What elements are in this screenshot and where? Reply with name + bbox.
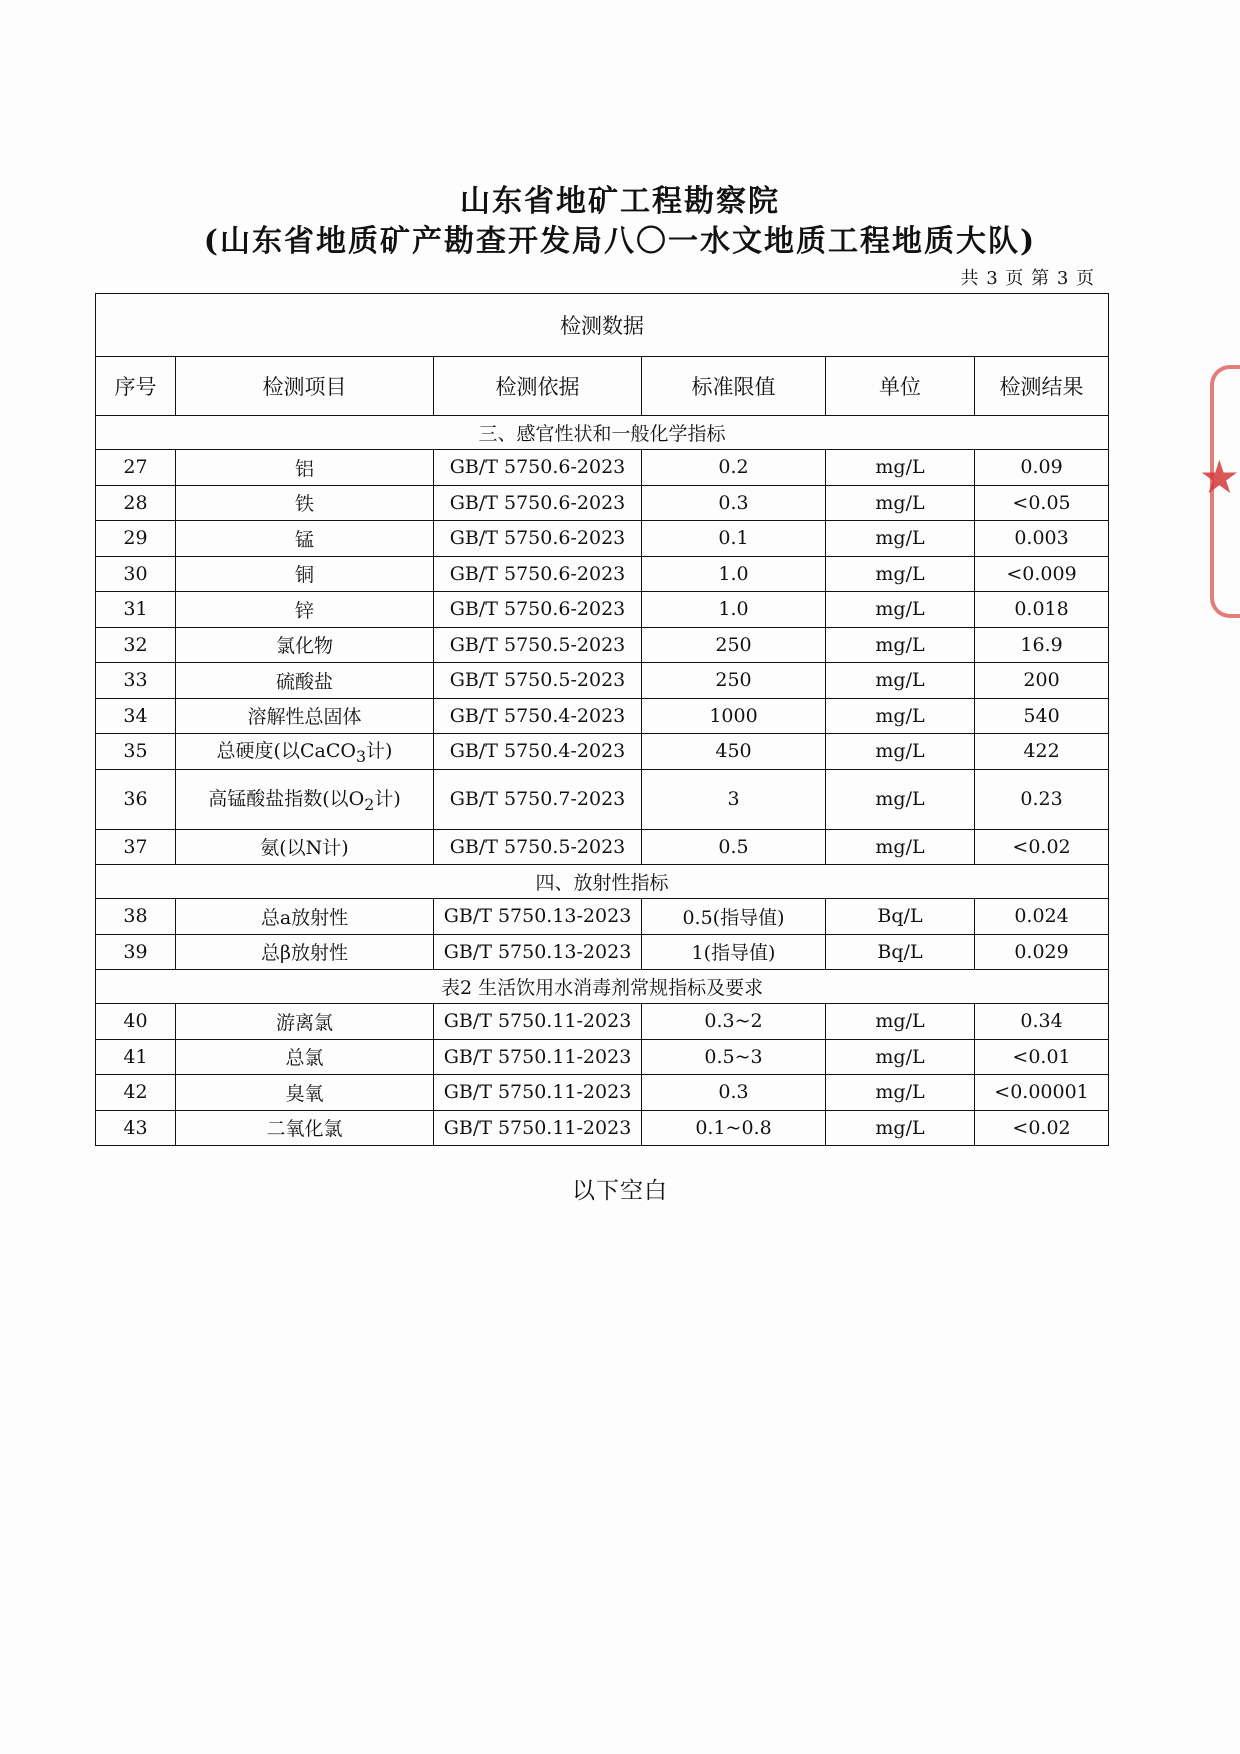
table-row <box>96 769 1109 829</box>
column-header-result: 检测结果 <box>975 357 1109 416</box>
cell-basis: GB/T 5750.11-2023 <box>434 1075 642 1111</box>
cell-no: 32 <box>96 627 176 663</box>
cell-item: 锰 <box>176 521 434 557</box>
cell-basis: GB/T 5750.11-2023 <box>434 1004 642 1040</box>
cell-item: 锌 <box>176 592 434 628</box>
item-text: 总硬度(以CaCO <box>216 740 356 763</box>
cell-basis: GB/T 5750.13-2023 <box>434 934 642 970</box>
cell-unit: mg/L <box>826 769 975 829</box>
table-row <box>96 592 1109 628</box>
cell-result: 422 <box>975 734 1109 770</box>
cell-limit: 0.3~2 <box>642 1004 826 1040</box>
cell-item: 总氯 <box>176 1039 434 1075</box>
cell-result: <0.01 <box>975 1039 1109 1075</box>
cell-limit: 0.3 <box>642 485 826 521</box>
cell-basis: GB/T 5750.5-2023 <box>434 829 642 865</box>
cell-item: 臭氧 <box>176 1075 434 1111</box>
cell-limit: 0.5~3 <box>642 1039 826 1075</box>
cell-limit: 1(指导值) <box>642 934 826 970</box>
cell-basis: GB/T 5750.5-2023 <box>434 627 642 663</box>
cell-result: 0.34 <box>975 1004 1109 1040</box>
cell-no: 36 <box>96 769 176 829</box>
section-header-row <box>96 416 1109 450</box>
cell-no: 30 <box>96 556 176 592</box>
table-row <box>96 899 1109 935</box>
cell-unit: mg/L <box>826 663 975 699</box>
column-header-basis: 检测依据 <box>434 357 642 416</box>
section-title: 四、放射性指标 <box>96 865 1109 899</box>
table-row <box>96 556 1109 592</box>
cell-item: 氨(以N计) <box>176 829 434 865</box>
cell-basis: GB/T 5750.6-2023 <box>434 450 642 486</box>
cell-limit: 0.1 <box>642 521 826 557</box>
item-subscript: 3 <box>355 747 367 767</box>
cell-no: 35 <box>96 734 176 770</box>
cell-no: 41 <box>96 1039 176 1075</box>
table-row <box>96 829 1109 865</box>
cell-item: 氯化物 <box>176 627 434 663</box>
item-text: 高锰酸盐指数(以O <box>208 788 365 811</box>
cell-unit: mg/L <box>826 1039 975 1075</box>
cell-unit: mg/L <box>826 734 975 770</box>
cell-result: 200 <box>975 663 1109 699</box>
cell-limit: 0.5 <box>642 829 826 865</box>
document-subtitle: (山东省地质矿产勘查开发局八〇一水文地质工程地质大队) <box>203 224 1037 259</box>
cell-unit: mg/L <box>826 1075 975 1111</box>
cell-basis: GB/T 5750.6-2023 <box>434 521 642 557</box>
cell-item: 总a放射性 <box>176 899 434 935</box>
table-row <box>96 1004 1109 1040</box>
cell-result: 0.024 <box>975 899 1109 935</box>
cell-result: 0.09 <box>975 450 1109 486</box>
cell-no: 42 <box>96 1075 176 1111</box>
cell-item: 溶解性总固体 <box>176 698 434 734</box>
cell-item <box>176 769 434 829</box>
cell-item: 总β放射性 <box>176 934 434 970</box>
cell-no: 40 <box>96 1004 176 1040</box>
cell-limit: 3 <box>642 769 826 829</box>
cell-unit: mg/L <box>826 698 975 734</box>
test-data-table <box>95 293 1109 1146</box>
table-row <box>96 734 1109 770</box>
cell-item: 硫酸盐 <box>176 663 434 699</box>
seal-star-icon: ★ <box>1198 450 1240 504</box>
table-row <box>96 698 1109 734</box>
cell-result: <0.02 <box>975 829 1109 865</box>
cell-no: 27 <box>96 450 176 486</box>
cell-unit: mg/L <box>826 450 975 486</box>
cell-basis: GB/T 5750.5-2023 <box>434 663 642 699</box>
cell-no: 34 <box>96 698 176 734</box>
table-row <box>96 1110 1109 1146</box>
column-header-item: 检测项目 <box>176 357 434 416</box>
table-row <box>96 450 1109 486</box>
cell-limit: 1.0 <box>642 592 826 628</box>
section-header-row <box>96 865 1109 899</box>
column-header-limit: 标准限值 <box>642 357 826 416</box>
cell-item: 铁 <box>176 485 434 521</box>
cell-limit: 0.3 <box>642 1075 826 1111</box>
cell-limit: 1.0 <box>642 556 826 592</box>
cell-limit: 0.1~0.8 <box>642 1110 826 1146</box>
cell-basis: GB/T 5750.11-2023 <box>434 1039 642 1075</box>
cell-result: 0.029 <box>975 934 1109 970</box>
column-header-no: 序号 <box>96 357 176 416</box>
item-text-tail: 计) <box>366 740 393 763</box>
cell-basis: GB/T 5750.4-2023 <box>434 734 642 770</box>
cell-unit: mg/L <box>826 1110 975 1146</box>
item-text-tail: 计) <box>374 788 401 811</box>
cell-basis: GB/T 5750.6-2023 <box>434 556 642 592</box>
cell-basis: GB/T 5750.6-2023 <box>434 485 642 521</box>
cell-result: <0.05 <box>975 485 1109 521</box>
cell-result: <0.02 <box>975 1110 1109 1146</box>
cell-unit: mg/L <box>826 592 975 628</box>
cell-result: 540 <box>975 698 1109 734</box>
cell-item: 铝 <box>176 450 434 486</box>
cell-no: 39 <box>96 934 176 970</box>
table-row <box>96 1075 1109 1111</box>
cell-unit: mg/L <box>826 1004 975 1040</box>
cell-no: 37 <box>96 829 176 865</box>
cell-limit: 450 <box>642 734 826 770</box>
table-caption: 检测数据 <box>96 294 1109 357</box>
cell-item: 铜 <box>176 556 434 592</box>
cell-result: <0.009 <box>975 556 1109 592</box>
table-row <box>96 627 1109 663</box>
cell-basis: GB/T 5750.4-2023 <box>434 698 642 734</box>
cell-result: 0.23 <box>975 769 1109 829</box>
table-row <box>96 663 1109 699</box>
cell-no: 31 <box>96 592 176 628</box>
cell-no: 33 <box>96 663 176 699</box>
section-header-row <box>96 970 1109 1004</box>
cell-limit: 250 <box>642 627 826 663</box>
table-row <box>96 934 1109 970</box>
cell-limit: 0.5(指导值) <box>642 899 826 935</box>
cell-unit: mg/L <box>826 485 975 521</box>
section-title: 表2 生活饮用水消毒剂常规指标及要求 <box>96 970 1109 1004</box>
cell-result: 0.003 <box>975 521 1109 557</box>
cell-basis: GB/T 5750.13-2023 <box>434 899 642 935</box>
table-row <box>96 1039 1109 1075</box>
cell-item: 游离氯 <box>176 1004 434 1040</box>
cell-no: 38 <box>96 899 176 935</box>
cell-unit: mg/L <box>826 556 975 592</box>
cell-item: 二氧化氯 <box>176 1110 434 1146</box>
cell-basis: GB/T 5750.7-2023 <box>434 769 642 829</box>
cell-no: 28 <box>96 485 176 521</box>
cell-no: 43 <box>96 1110 176 1146</box>
cell-result: <0.00001 <box>975 1075 1109 1111</box>
item-subscript: 2 <box>364 794 375 814</box>
cell-result: 0.018 <box>975 592 1109 628</box>
cell-unit: Bq/L <box>826 934 975 970</box>
cell-basis: GB/T 5750.11-2023 <box>434 1110 642 1146</box>
blank-below-note: 以下空白 <box>572 1178 668 1204</box>
cell-unit: mg/L <box>826 627 975 663</box>
cell-limit: 1000 <box>642 698 826 734</box>
cell-unit: mg/L <box>826 829 975 865</box>
document-title: 山东省地矿工程勘察院 <box>460 184 780 219</box>
cell-unit: mg/L <box>826 521 975 557</box>
table-row <box>96 521 1109 557</box>
column-header-unit: 单位 <box>826 357 975 416</box>
cell-no: 29 <box>96 521 176 557</box>
cell-basis: GB/T 5750.6-2023 <box>434 592 642 628</box>
table-row <box>96 485 1109 521</box>
page-count: 共 3 页 第 3 页 <box>960 268 1095 289</box>
cell-result: 16.9 <box>975 627 1109 663</box>
cell-limit: 0.2 <box>642 450 826 486</box>
cell-limit: 250 <box>642 663 826 699</box>
cell-unit: Bq/L <box>826 899 975 935</box>
section-title: 三、感官性状和一般化学指标 <box>96 416 1109 450</box>
cell-item <box>176 734 434 770</box>
